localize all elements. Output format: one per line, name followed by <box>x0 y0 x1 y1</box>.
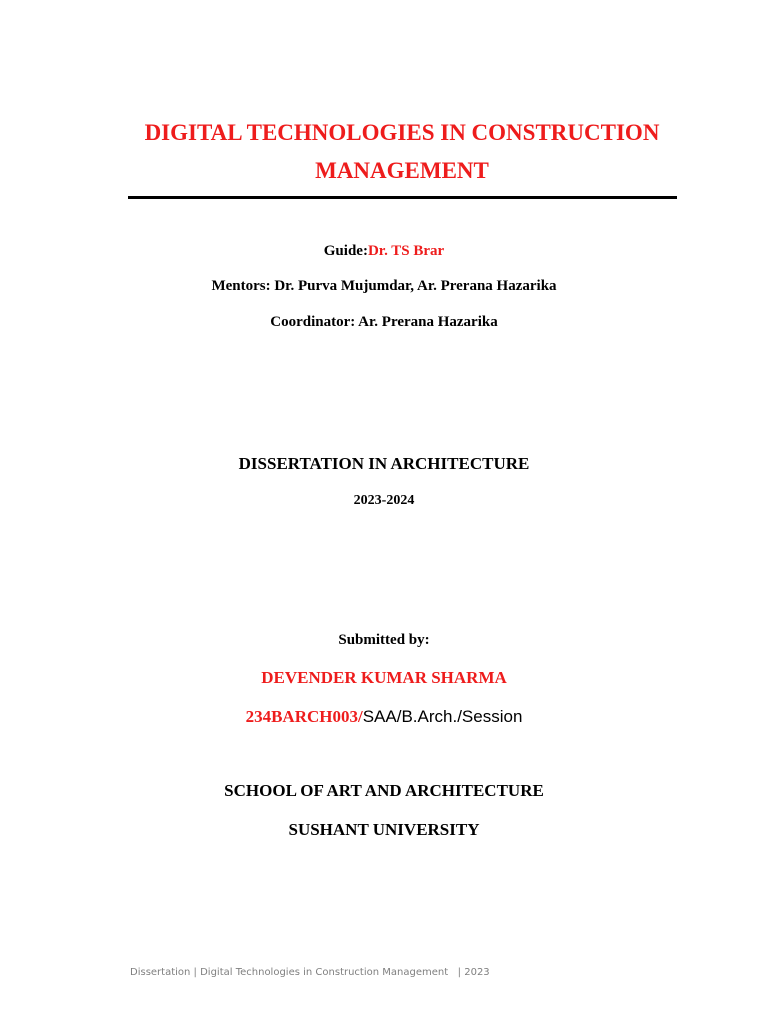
guide-line <box>0 243 768 260</box>
roll-suffix: SAA/B.Arch./Session <box>362 707 523 726</box>
title-divider <box>128 196 677 199</box>
mentors-line: Mentors: Dr. Purva Mujumdar, Ar. Prerana Hazarika <box>211 278 557 294</box>
academic-year: 2023-2024 <box>353 493 415 508</box>
submitted-by-label: Submitted by: <box>338 632 430 648</box>
title-line-1: DIGITAL TECHNOLOGIES IN CONSTRUCTION <box>144 120 660 145</box>
page-footer: Dissertation | Digital Technologies in Construction Management | 2023 <box>130 967 490 978</box>
title-line-2: MANAGEMENT <box>315 158 489 183</box>
roll-number: 234BARCH003/ <box>245 707 363 726</box>
school-name: SCHOOL OF ART AND ARCHITECTURE <box>224 781 544 800</box>
university-name: SUSHANT UNIVERSITY <box>288 820 480 839</box>
roll-number-line <box>0 707 768 727</box>
guide-name: Dr. TS Brar <box>367 243 445 259</box>
coordinator-line: Coordinator: Ar. Prerana Hazarika <box>270 314 498 330</box>
guide-label: Guide: <box>323 243 368 259</box>
dissertation-heading: DISSERTATION IN ARCHITECTURE <box>238 454 530 473</box>
author-name: DEVENDER KUMAR SHARMA <box>261 668 507 687</box>
